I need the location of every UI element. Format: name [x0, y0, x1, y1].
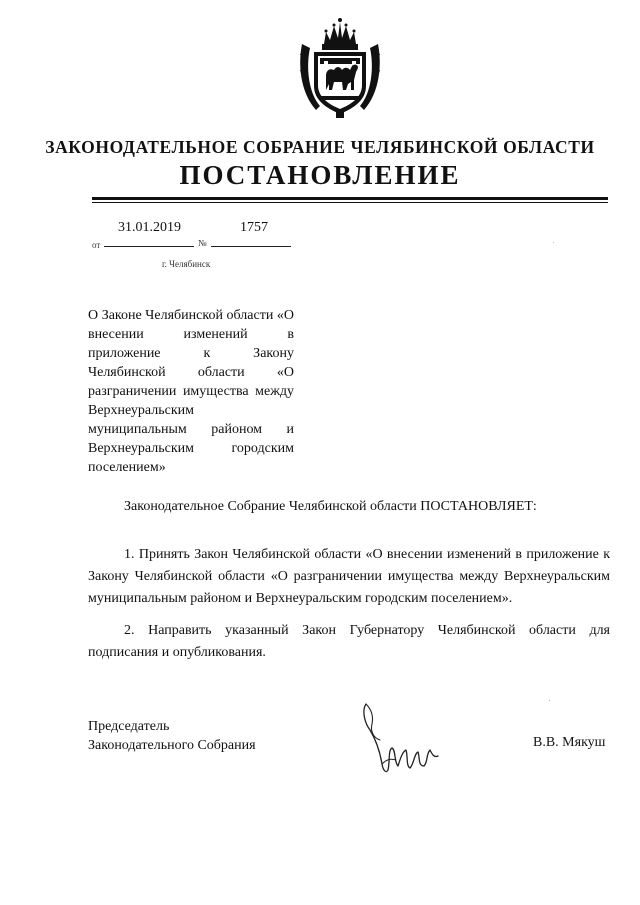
signer-name: В.В. Мякуш [533, 735, 606, 750]
decree-item-1 [88, 544, 610, 610]
scan-speck [553, 242, 554, 243]
header-rule-thick [92, 197, 608, 200]
date-underline [104, 246, 194, 247]
header-rule-thin [92, 202, 608, 203]
number-underline [211, 246, 291, 247]
number-label: № [198, 238, 207, 248]
decree-intro: Законодательное Собрание Челябинской области ПОСТАНОВЛЯЕТ: [124, 499, 537, 514]
organization-title: ЗАКОНОДАТЕЛЬНОЕ СОБРАНИЕ ЧЕЛЯБИНСКОЙ ОБЛАСТИ [45, 137, 595, 157]
document-number: 1757 [240, 220, 268, 235]
date-label: от [92, 240, 101, 250]
scan-speck [549, 700, 550, 701]
decree-item-1-text: 1. Принять Закон Челябинской области «О внесении изменений в приложение к Закону Челябинской области «О разграничении имущества между Верхнеуральским муниципальным районом и Верхнеуральским городским поселением». [88, 547, 610, 606]
signer-position-line-1: Председатель [88, 719, 170, 734]
document-subject: О Законе Челябинской области «О внесении изменений в приложение к Закону Челябинской области «О разграничении имущества между Верхнеуральским муниципальным районом и Верхнеуральским городским поселением» [88, 308, 294, 475]
document-type-title: ПОСТАНОВЛЕНИЕ [179, 160, 461, 190]
document-date: 31.01.2019 [118, 220, 181, 235]
signer-position-line-2: Законодательного Собрания [88, 738, 256, 753]
decree-item-2-text: 2. Направить указанный Закон Губернатору Челябинской области для подписания и опубликования. [88, 623, 610, 660]
decree-item-2 [88, 620, 610, 664]
handwritten-signature-icon [352, 700, 452, 780]
city-label: г. Челябинск [162, 259, 211, 269]
signer-position [88, 717, 288, 755]
coat-of-arms-icon [296, 14, 384, 122]
